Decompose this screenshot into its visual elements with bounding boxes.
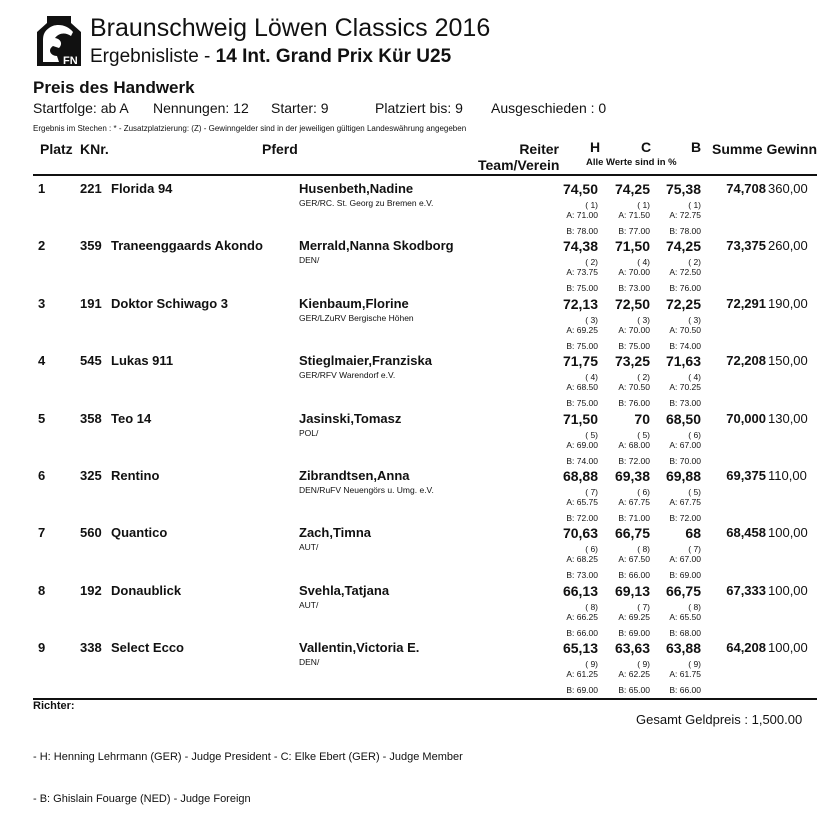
judge-score: 73,25	[614, 353, 650, 370]
judge-score: 71,63	[665, 353, 701, 370]
rider-name: Husenbeth,Nadine	[299, 181, 414, 196]
judge-score-a: A: 70.25	[669, 382, 701, 393]
page-title: Braunschweig Löwen Classics 2016	[90, 14, 491, 42]
judge-score: 72,25	[665, 295, 701, 312]
judge-score: 68	[685, 525, 701, 542]
prize-money: 100,00	[768, 582, 808, 598]
total-score: 69,375	[726, 468, 766, 483]
judge-score-a: A: 65.75	[566, 497, 598, 507]
judge-rank: ( 2)	[637, 372, 650, 383]
table-row	[0, 640, 839, 697]
knr: 560	[80, 525, 102, 541]
judge-rank: ( 8)	[585, 601, 598, 612]
judge-rank: ( 5)	[637, 429, 650, 440]
judge-score-b: B: 73.00	[618, 283, 650, 294]
judge-score: 68,50	[665, 410, 701, 427]
judge-score: 70	[634, 410, 650, 427]
judge-rank: ( 1)	[585, 200, 598, 210]
prize-money: 150,00	[768, 353, 808, 369]
judge-score-a: A: 68.50	[566, 382, 598, 393]
prize-name: Preis des Handwerk	[33, 78, 195, 97]
judge-score-a: A: 72.75	[669, 210, 701, 220]
rider-name: Svehla,Tatjana	[299, 582, 390, 598]
judge-score-b: B: 73.00	[669, 398, 701, 409]
rider-club: DEN/	[299, 255, 320, 266]
judge-score-b: B: 74.00	[566, 455, 598, 466]
judge-score: 69,13	[614, 582, 650, 599]
prize-money: 130,00	[768, 410, 808, 426]
table-row	[0, 411, 839, 468]
judge-score: 74,50	[562, 181, 598, 197]
judge-score: 63,63	[614, 640, 650, 657]
prize-money: 100,00	[768, 525, 808, 541]
judge-score: 71,50	[562, 410, 598, 427]
judge-score-a: A: 67.00	[669, 439, 701, 450]
judge-rank: ( 2)	[585, 257, 598, 268]
horse-name: Donaublick	[111, 582, 182, 598]
total-score: 73,375	[726, 238, 766, 254]
col-c: C	[641, 139, 652, 155]
judge-score-b: B: 75.00	[618, 340, 650, 351]
judge-score-a: A: 70.50	[618, 382, 650, 393]
total-score: 67,333	[726, 582, 766, 598]
total-score: 68,458	[726, 525, 766, 541]
stat-platziert: Platziert bis: 9	[375, 100, 463, 116]
knr: 545	[80, 353, 102, 369]
platz: 1	[38, 181, 46, 196]
table-row	[0, 353, 839, 410]
subtitle-prefix: Ergebnisliste -	[90, 46, 211, 67]
judge-score-a: A: 69.25	[566, 324, 598, 335]
judge-rank: ( 9)	[688, 659, 701, 670]
knr: 359	[80, 238, 102, 254]
judge-score-a: A: 70.00	[618, 267, 650, 278]
rider-name: Merrald,Nanna Skodborg	[299, 238, 454, 254]
judge-score-a: A: 65.50	[669, 611, 701, 622]
judge-rank: ( 4)	[585, 372, 598, 383]
prize-money: 110,00	[768, 468, 807, 483]
judge-score-b: B: 76.00	[618, 398, 650, 409]
judge-rank: ( 7)	[637, 601, 650, 612]
knr: 192	[80, 582, 102, 598]
judge-score-b: B: 69.00	[566, 685, 598, 696]
col-reiter: Reiter	[519, 141, 559, 157]
table-row	[0, 525, 839, 582]
judge-score-b: B: 73.00	[566, 570, 598, 581]
judge-score: 74,25	[665, 238, 701, 255]
header-divider	[33, 174, 817, 176]
platz: 9	[38, 640, 46, 656]
rider-name: Zach,Timna	[299, 525, 372, 541]
judges-line-2: - B: Ghislain Fouarge (NED) - Judge Foreign	[33, 793, 251, 805]
knr: 221	[80, 181, 102, 196]
percent-note: Alle Werte sind in %	[586, 157, 677, 168]
rider-club: AUT/	[299, 542, 319, 553]
total-score: 74,708	[726, 181, 766, 196]
judge-rank: ( 8)	[637, 544, 650, 555]
judge-score-a: A: 61.75	[669, 669, 701, 680]
logo-text: FN	[63, 55, 78, 67]
rider-club: GER/RFV Warendorf e.V.	[299, 370, 396, 381]
judge-score-b: B: 69.00	[618, 627, 650, 638]
platz: 2	[38, 238, 46, 254]
total-score: 64,208	[726, 640, 766, 656]
judge-score-a: A: 71.00	[566, 210, 598, 220]
judge-score-b: B: 66.00	[618, 570, 650, 581]
judge-score-a: A: 70.50	[669, 324, 701, 335]
judge-rank: ( 7)	[585, 487, 598, 497]
platz: 4	[38, 353, 46, 369]
judge-rank: ( 9)	[637, 659, 650, 670]
stat-ausgeschieden: Ausgeschieden : 0	[491, 100, 607, 116]
stat-starter: Starter: 9	[271, 100, 329, 116]
judge-score-b: B: 70.00	[669, 455, 701, 466]
judge-score: 72,13	[562, 295, 598, 312]
judge-score: 75,38	[665, 181, 701, 197]
judge-rank: ( 3)	[585, 314, 598, 325]
judge-score-b: B: 71.00	[618, 513, 650, 523]
stat-nennungen: Nennungen: 12	[153, 100, 249, 116]
judge-score-a: A: 67.75	[618, 497, 650, 507]
judge-score-a: A: 69.25	[618, 611, 650, 622]
prize-money: 260,00	[768, 238, 808, 254]
judge-score-b: B: 75.00	[566, 398, 598, 409]
platz: 8	[38, 582, 46, 598]
judge-score-a: A: 67.75	[669, 497, 701, 507]
judge-rank: ( 4)	[688, 372, 701, 383]
stat-startfolge: Startfolge: ab A	[33, 100, 129, 116]
judge-score-a: A: 73.75	[566, 267, 598, 278]
page-subtitle	[90, 46, 451, 68]
judge-score-b: B: 75.00	[566, 340, 598, 351]
judge-score-a: A: 61.25	[566, 669, 598, 680]
judge-score-b: B: 74.00	[669, 340, 701, 351]
judge-rank: ( 6)	[585, 544, 598, 555]
judge-score-a: A: 62.25	[618, 669, 650, 680]
rider-club: GER/LZuRV Bergische Höhen	[299, 312, 414, 323]
judge-score-b: B: 77.00	[618, 226, 650, 236]
table-row	[0, 238, 839, 295]
judge-score-b: B: 66.00	[566, 627, 598, 638]
judge-score-a: A: 71.50	[618, 210, 650, 220]
judge-rank: ( 1)	[637, 200, 650, 210]
rider-club: POL/	[299, 427, 319, 438]
rider-name: Stieglmaier,Franziska	[299, 353, 432, 369]
judge-score-b: B: 76.00	[669, 283, 701, 294]
horse-name: Rentino	[111, 468, 160, 483]
col-b: B	[691, 139, 702, 155]
judge-score-b: B: 72.00	[618, 455, 650, 466]
knr: 338	[80, 640, 102, 656]
total-score: 72,208	[726, 353, 766, 369]
horse-name: Traneenggaards Akondo	[111, 238, 263, 254]
col-pferd: Pferd	[262, 141, 298, 157]
knr: 325	[80, 468, 102, 483]
horse-name: Lukas 911	[111, 353, 174, 369]
judge-score: 66,75	[614, 525, 650, 542]
judge-score-a: A: 66.25	[566, 611, 598, 622]
judge-score: 72,50	[614, 295, 650, 312]
rider-name: Vallentin,Victoria E.	[299, 640, 420, 656]
judge-score: 71,75	[562, 353, 598, 370]
judge-rank: ( 5)	[688, 487, 701, 497]
richter-label: Richter:	[33, 700, 75, 712]
judge-score-a: A: 72.50	[669, 267, 701, 278]
judge-rank: ( 3)	[637, 314, 650, 325]
prize-money: 190,00	[768, 295, 808, 311]
horse-name: Select Ecco	[111, 640, 184, 656]
judge-score-a: A: 68.00	[618, 439, 650, 450]
judge-rank: ( 7)	[688, 544, 701, 555]
judge-score-b: B: 78.00	[669, 226, 701, 236]
rider-name: Kienbaum,Florine	[299, 295, 409, 311]
platz: 6	[38, 468, 46, 483]
judge-score-a: A: 67.50	[618, 554, 650, 565]
horse-name: Florida 94	[111, 181, 173, 196]
total-score: 70,000	[726, 410, 766, 426]
col-platz: Platz	[40, 141, 73, 157]
rider-club: DEN/	[299, 657, 320, 668]
rider-club: GER/RC. St. Georg zu Bremen e.V.	[299, 198, 434, 208]
judge-score: 74,38	[562, 238, 598, 255]
judge-score: 66,75	[665, 582, 701, 599]
judge-rank: ( 1)	[688, 200, 701, 210]
judge-score: 66,13	[562, 582, 598, 599]
event-name: 14 Int. Grand Prix Kür U25	[215, 46, 452, 67]
horse-name: Quantico	[111, 525, 168, 541]
judge-score-b: B: 78.00	[566, 226, 598, 236]
judge-rank: ( 9)	[585, 659, 598, 670]
table-row	[0, 468, 839, 525]
prize-money: 360,00	[768, 181, 808, 196]
prize-money: 100,00	[768, 640, 808, 656]
judge-score-a: A: 68.25	[566, 554, 598, 565]
rider-name: Zibrandtsen,Anna	[299, 468, 410, 483]
judge-score: 63,88	[665, 640, 701, 657]
rider-club: DEN/RuFV Neuengörs u. Umg. e.V.	[299, 485, 434, 495]
judge-score-b: B: 68.00	[669, 627, 701, 638]
judge-score-b: B: 75.00	[566, 283, 598, 294]
judge-score: 65,13	[562, 640, 598, 657]
judge-rank: ( 8)	[688, 601, 701, 612]
judge-score: 74,25	[614, 181, 650, 197]
col-team: Team/Verein	[478, 157, 560, 173]
col-knr: KNr.	[80, 141, 109, 157]
judge-score-b: B: 65.00	[618, 685, 650, 696]
platz: 3	[38, 295, 46, 311]
table-row	[0, 583, 839, 640]
judges-line-1: - H: Henning Lehrmann (GER) - Judge President - C: Elke Ebert (GER) - Judge Member	[33, 751, 463, 763]
judge-rank: ( 4)	[637, 257, 650, 268]
judge-score-b: B: 69.00	[669, 570, 701, 581]
total-prize-money: Gesamt Geldpreis : 1,500.00	[636, 712, 803, 727]
horse-name: Doktor Schiwago 3	[111, 295, 229, 311]
judge-score-a: A: 69.00	[566, 439, 598, 450]
judge-score: 69,88	[665, 468, 701, 484]
rider-name: Jasinski,Tomasz	[299, 410, 402, 426]
judge-rank: ( 6)	[688, 429, 701, 440]
judge-score: 68,88	[562, 468, 598, 484]
judge-rank: ( 2)	[688, 257, 701, 268]
fn-horse-logo-icon	[33, 14, 85, 68]
judge-score-a: A: 67.00	[669, 554, 701, 565]
col-h: H	[590, 139, 601, 155]
table-row	[0, 296, 839, 353]
col-summe-gewinn: Summe Gewinn	[712, 141, 818, 157]
judge-score-b: B: 72.00	[669, 513, 701, 523]
judge-rank: ( 5)	[585, 429, 598, 440]
knr: 191	[80, 295, 102, 311]
total-score: 72,291	[726, 295, 766, 311]
judge-score-b: B: 66.00	[669, 685, 701, 696]
judge-score: 69,38	[614, 468, 650, 484]
judge-score: 70,63	[562, 525, 598, 542]
rider-club: AUT/	[299, 599, 319, 610]
platz: 5	[38, 410, 46, 426]
table-row	[0, 181, 839, 238]
platz: 7	[38, 525, 46, 541]
horse-name: Teo 14	[111, 410, 152, 426]
result-note: Ergebnis im Stechen : * - Zusatzplatzierung: (Z) - Gewinngelder sind in der jeweiligen gültigen Landeswährung angegeben	[33, 124, 467, 133]
judge-rank: ( 6)	[637, 487, 650, 497]
footer-divider	[33, 698, 817, 700]
judge-score-a: A: 70.00	[618, 324, 650, 335]
judge-score-b: B: 72.00	[566, 513, 598, 523]
judge-rank: ( 3)	[688, 314, 701, 325]
knr: 358	[80, 410, 102, 426]
judge-score: 71,50	[614, 238, 650, 255]
